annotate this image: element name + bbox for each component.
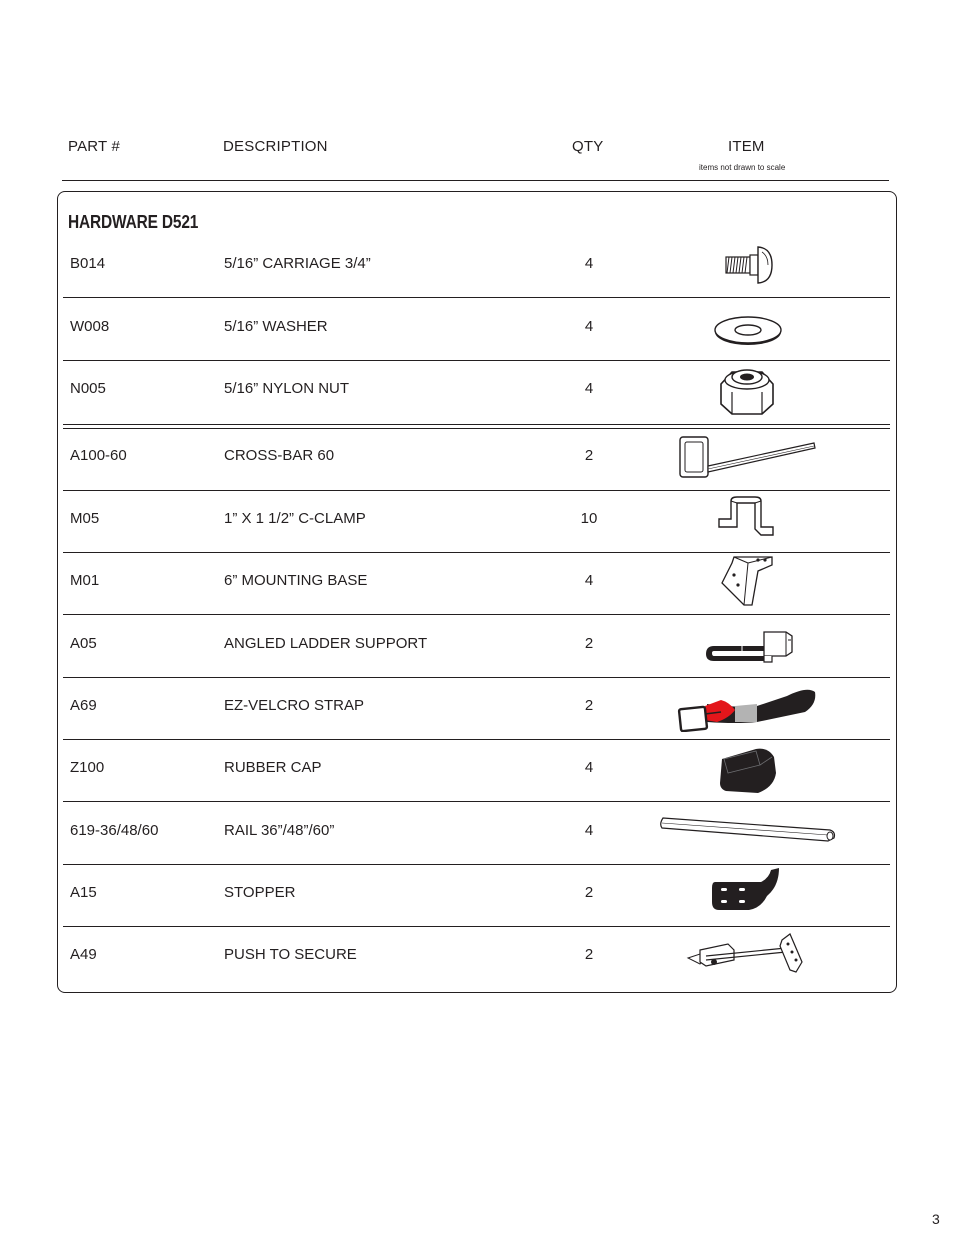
washer-icon bbox=[712, 311, 784, 349]
qty-header: QTY bbox=[572, 138, 604, 155]
part-description: EZ-VELCRO STRAP bbox=[224, 697, 365, 714]
part-description: RUBBER CAP bbox=[224, 759, 322, 776]
cross-bar-icon bbox=[677, 434, 819, 480]
part-qty: 2 bbox=[584, 697, 594, 714]
part-description: RAIL 36”/48”/60” bbox=[224, 822, 335, 839]
part-number: 619-36/48/60 bbox=[70, 822, 159, 839]
part-qty: 2 bbox=[584, 447, 594, 464]
part-description: 6” MOUNTING BASE bbox=[224, 572, 368, 589]
rail-icon bbox=[658, 814, 838, 846]
part-qty: 4 bbox=[584, 318, 594, 335]
part-description: CROSS-BAR 60 bbox=[224, 447, 335, 464]
rubber-cap-icon bbox=[716, 743, 778, 797]
push-to-secure-icon bbox=[686, 932, 812, 978]
header-divider bbox=[62, 180, 889, 181]
part-description: STOPPER bbox=[224, 884, 296, 901]
row-divider bbox=[63, 677, 890, 678]
part-number: A05 bbox=[70, 635, 97, 652]
part-number: A100-60 bbox=[70, 447, 127, 464]
row-divider bbox=[63, 864, 890, 865]
row-divider bbox=[63, 297, 890, 298]
ladder-support-icon bbox=[702, 626, 796, 664]
carriage-bolt-icon bbox=[722, 244, 776, 288]
part-description: 5/16” NYLON NUT bbox=[224, 380, 350, 397]
part-qty: 4 bbox=[584, 380, 594, 397]
description-header: DESCRIPTION bbox=[223, 138, 328, 155]
row-divider bbox=[63, 739, 890, 740]
part-number: M05 bbox=[70, 510, 100, 527]
row-divider bbox=[63, 490, 890, 491]
part-number: N005 bbox=[70, 380, 106, 397]
part-number: W008 bbox=[70, 318, 110, 335]
stopper-icon bbox=[709, 866, 783, 914]
part-qty: 4 bbox=[584, 572, 594, 589]
part-number: Z100 bbox=[70, 759, 105, 776]
part-number: M01 bbox=[70, 572, 100, 589]
mounting-base-icon bbox=[718, 553, 776, 609]
part-qty: 2 bbox=[584, 884, 594, 901]
page-number: 3 bbox=[932, 1211, 940, 1227]
nylon-nut-icon bbox=[716, 364, 778, 418]
part-qty: 10 bbox=[580, 510, 598, 527]
scale-note: items not drawn to scale bbox=[699, 163, 786, 172]
part-description: PUSH TO SECURE bbox=[224, 946, 357, 963]
part-qty: 4 bbox=[584, 255, 594, 272]
row-divider bbox=[63, 360, 890, 361]
section-divider bbox=[63, 424, 890, 425]
part-qty: 2 bbox=[584, 635, 594, 652]
part-number: A49 bbox=[70, 946, 97, 963]
part-number: B014 bbox=[70, 255, 106, 272]
part-number: A15 bbox=[70, 884, 97, 901]
part-qty: 4 bbox=[584, 822, 594, 839]
row-divider bbox=[63, 614, 890, 615]
c-clamp-icon bbox=[715, 493, 777, 541]
part-description: ANGLED LADDER SUPPORT bbox=[224, 635, 428, 652]
section-title: HARDWARE D521 bbox=[68, 212, 199, 232]
row-divider bbox=[63, 926, 890, 927]
part-description: 5/16” CARRIAGE 3/4” bbox=[224, 255, 371, 272]
part-qty: 2 bbox=[584, 946, 594, 963]
part-description: 1” X 1 1/2” C-CLAMP bbox=[224, 510, 366, 527]
velcro-strap-icon bbox=[677, 684, 819, 732]
part-description: 5/16” WASHER bbox=[224, 318, 328, 335]
part-number-header: PART # bbox=[68, 138, 121, 155]
section-divider bbox=[63, 428, 890, 429]
item-header: ITEM bbox=[728, 138, 765, 155]
part-number: A69 bbox=[70, 697, 97, 714]
part-qty: 4 bbox=[584, 759, 594, 776]
row-divider bbox=[63, 801, 890, 802]
